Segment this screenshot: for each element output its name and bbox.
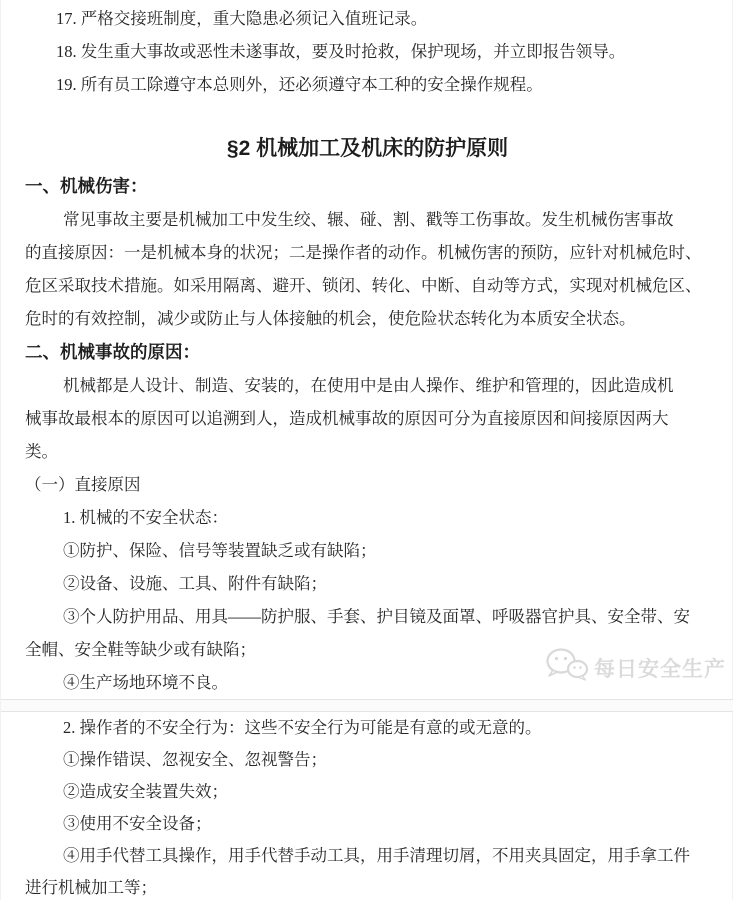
paragraph-line: 常见事故主要是机械加工中发生绞、辗、碰、割、戳等工伤事故。发生机械伤害事故 [63, 210, 674, 229]
rule-item-17: 17. 严格交接班制度，重大隐患必须记入值班记录。 [56, 9, 428, 28]
list-item: ③使用不安全设备； [63, 814, 212, 833]
rule-item-18: 18. 发生重大事故或恶性未遂事故，要及时抢救，保护现场，并立即报告领导。 [56, 42, 626, 61]
paragraph-line: 类。 [25, 442, 58, 461]
document-title: §2 机械加工及机床的防护原则 [226, 137, 509, 160]
watermark-text: 每日安全生产 [594, 657, 726, 681]
section-heading-machine-injury: 一、机械伤害： [25, 176, 148, 196]
section-heading-accident-causes: 二、机械事故的原因： [25, 342, 200, 362]
list-item: ④用手代替工具操作，用手代替手动工具，用手清理切屑，不用夹具固定，用手拿工件 [63, 846, 690, 865]
page-one-content [1, 0, 732, 699]
paragraph-line: 的直接原因：一是机械本身的状况；二是操作者的动作。机械伤害的预防，应针对机械危时、 [25, 243, 702, 262]
list-item: ②造成安全装置失效； [63, 782, 228, 801]
watermark [544, 646, 726, 689]
list-item: ②设备、设施、工具、附件有缺陷； [63, 574, 327, 593]
subsection-label-direct-cause: （一）直接原因 [25, 475, 141, 494]
list-item: ①操作错误、忽视安全、忽视警告； [63, 750, 327, 769]
list-item: ④生产场地环境不良。 [63, 673, 228, 692]
wechat-icon [544, 646, 590, 689]
list-item-continuation: 全帽、安全鞋等缺少或有缺陷； [25, 640, 256, 659]
rule-item-19: 19. 所有员工除遵守本总则外，还必须遵守本工种的安全操作规程。 [56, 75, 543, 94]
list-item: ①防护、保险、信号等装置缺乏或有缺陷； [63, 541, 377, 560]
list-item-continuation: 进行机械加工等； [25, 878, 157, 897]
page-break-gap [1, 699, 733, 712]
list-heading-unsafe-acts: 2. 操作者的不安全行为：这些不安全行为可能是有意的或无意的。 [63, 718, 542, 737]
paragraph-line: 危区采取技术措施。如采用隔离、避开、锁闭、转化、中断、自动等方式，实现对机械危区、 [25, 276, 702, 295]
paragraph-line: 危时的有效控制，减少或防止与人体接触的机会，使危险状态转化为本质安全状态。 [25, 309, 636, 328]
paragraph-line: 械事故最根本的原因可以追溯到人，造成机械事故的原因可分为直接原因和间接原因两大 [25, 409, 669, 428]
list-heading-unsafe-state: 1. 机械的不安全状态： [63, 508, 228, 527]
paragraph-line: 机械都是人设计、制造、安装的，在使用中是由人操作、维护和管理的，因此造成机 [63, 376, 674, 395]
page-two-content [1, 712, 732, 904]
list-item: ③个人防护用品、用具——防护服、手套、护目镜及面罩、呼吸器官护具、安全带、安 [63, 607, 690, 626]
